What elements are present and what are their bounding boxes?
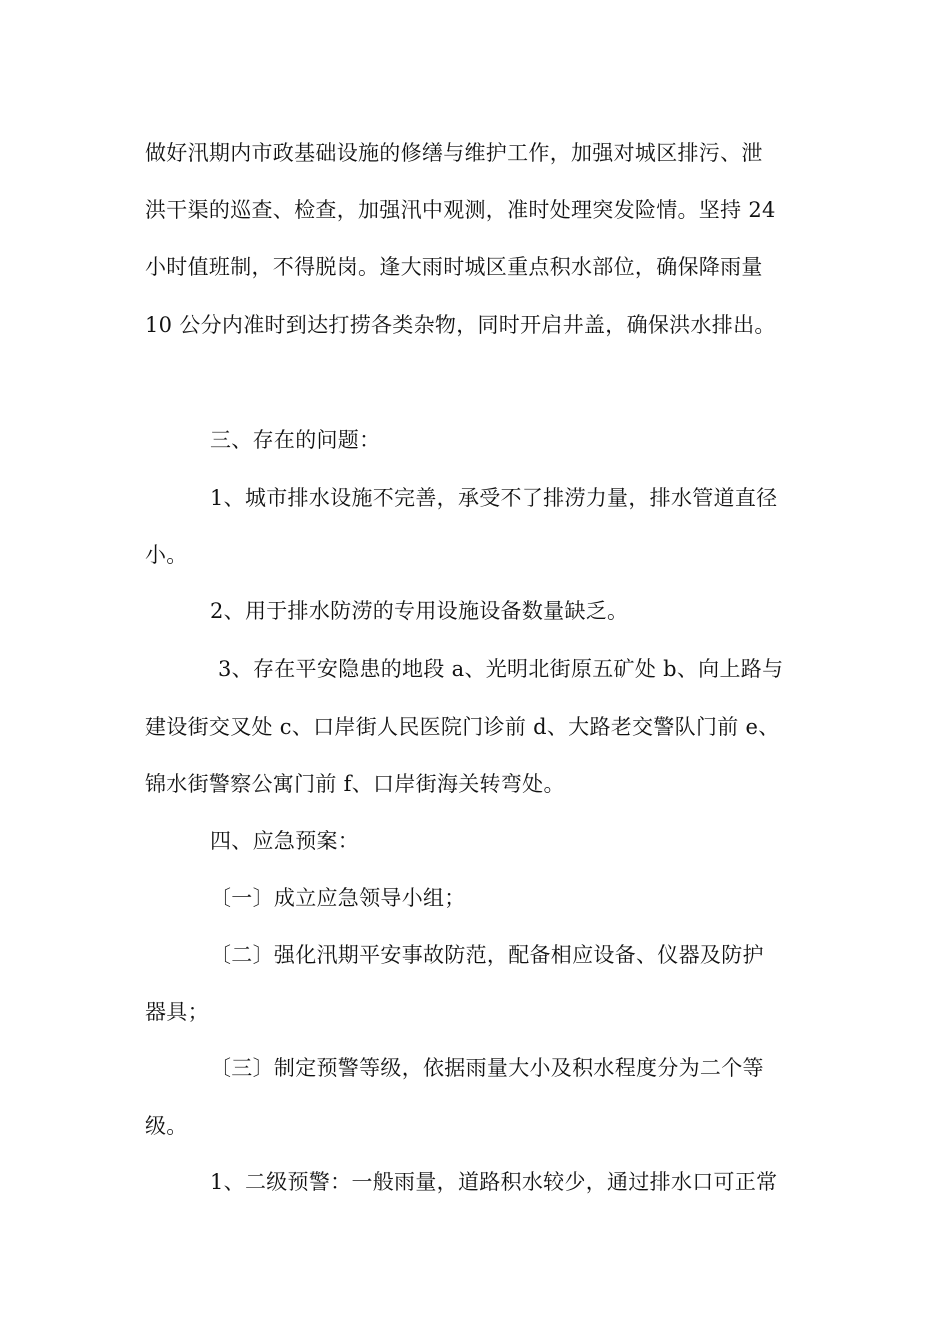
paragraph-line: 洪干渠的巡查、检查，加强汛中观测，准时处理突发险情。坚持 24 <box>145 198 776 222</box>
plan-item-3: 〔三〕制定预警等级，依据雨量大小及积水程度分为二个等 <box>210 1056 764 1080</box>
plan-item-1: 〔一〕成立应急领导小组； <box>210 886 466 910</box>
paragraph-line: 小时值班制，不得脱岗。逢大雨时城区重点积水部位，确保降雨量 <box>145 255 763 279</box>
paragraph-line: 10 公分内准时到达打捞各类杂物，同时开启井盖，确保洪水排出。 <box>145 313 776 337</box>
section-heading-plan: 四、应急预案： <box>210 829 360 853</box>
plan-item-2: 〔二〕强化汛期平安事故防范，配备相应设备、仪器及防护 <box>210 943 764 967</box>
issue-item-1: 1、城市排水设施不完善，承受不了排涝力量，排水管道直径 <box>210 486 778 510</box>
section-heading-issues: 三、存在的问题： <box>210 428 381 452</box>
issue-item-3-cont: 建设街交叉处 c、口岸街人民医院门诊前 d、大路老交警队门前 e、 <box>145 715 780 739</box>
issue-item-1-cont: 小。 <box>145 543 188 567</box>
warning-level-2: 1、二级预警：一般雨量，道路积水较少，通过排水口可正常 <box>210 1170 778 1194</box>
issue-item-3: 3、存在平安隐患的地段 a、光明北街原五矿处 b、向上路与 <box>218 657 784 681</box>
issue-item-2: 2、用于排水防涝的专用设施设备数量缺乏。 <box>210 599 629 623</box>
issue-item-3-cont: 锦水街警察公寓门前 f、口岸街海关转弯处。 <box>145 772 565 796</box>
paragraph-line: 做好汛期内市政基础设施的修缮与维护工作，加强对城区排污、泄 <box>145 141 763 165</box>
plan-item-3-cont: 级。 <box>145 1114 188 1138</box>
plan-item-2-cont: 器具； <box>145 1000 209 1024</box>
